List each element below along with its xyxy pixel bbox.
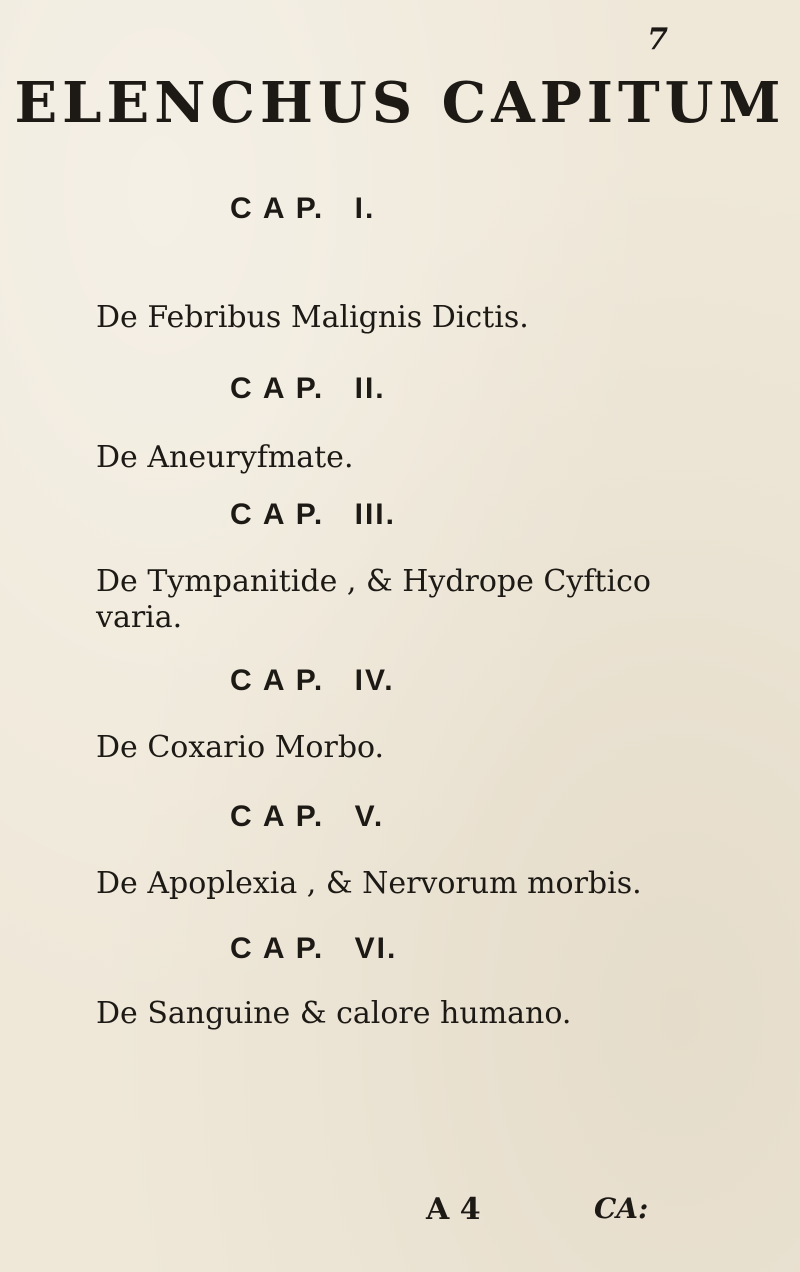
chapter-5-title: De Apoplexia , & Nervorum morbis.	[96, 866, 642, 901]
chapter-3-heading	[230, 498, 396, 532]
page-title: ELENCHUS CAPITUM	[14, 70, 786, 136]
chapter-5-cap-word: C A P.	[230, 800, 325, 833]
chapter-1-number: I.	[354, 192, 376, 225]
chapter-6-title: De Sanguine & calore humano.	[96, 996, 572, 1031]
chapter-6-cap-word: C A P.	[230, 932, 325, 965]
chapter-2-number: II.	[354, 372, 386, 405]
chapter-1-cap-word: C A P.	[230, 192, 325, 225]
signature-mark: A 4	[426, 1192, 481, 1227]
chapter-4-cap-word: C A P.	[230, 664, 325, 697]
chapter-6-number: VI.	[354, 932, 398, 965]
catchword: CA:	[594, 1192, 649, 1225]
chapter-2-heading	[230, 372, 386, 406]
chapter-4-heading	[230, 664, 395, 698]
chapter-2-cap-word: C A P.	[230, 372, 325, 405]
chapter-4-title: De Coxario Morbo.	[96, 730, 385, 765]
chapter-4-number: IV.	[354, 664, 395, 697]
chapter-5-number: V.	[354, 800, 385, 833]
chapter-3-title: De Tympanitide , & Hydrope Cyftico varia.	[96, 564, 651, 635]
chapter-1-title: De Febribus Malignis Dictis.	[96, 300, 529, 335]
chapter-3-number: III.	[354, 498, 396, 531]
chapter-6-heading	[230, 932, 397, 966]
chapter-5-heading	[230, 800, 384, 834]
page-number: 7	[647, 22, 668, 57]
chapter-2-title: De Aneuryfmate.	[96, 440, 354, 475]
chapter-3-cap-word: C A P.	[230, 498, 325, 531]
chapter-1-heading	[230, 192, 375, 226]
